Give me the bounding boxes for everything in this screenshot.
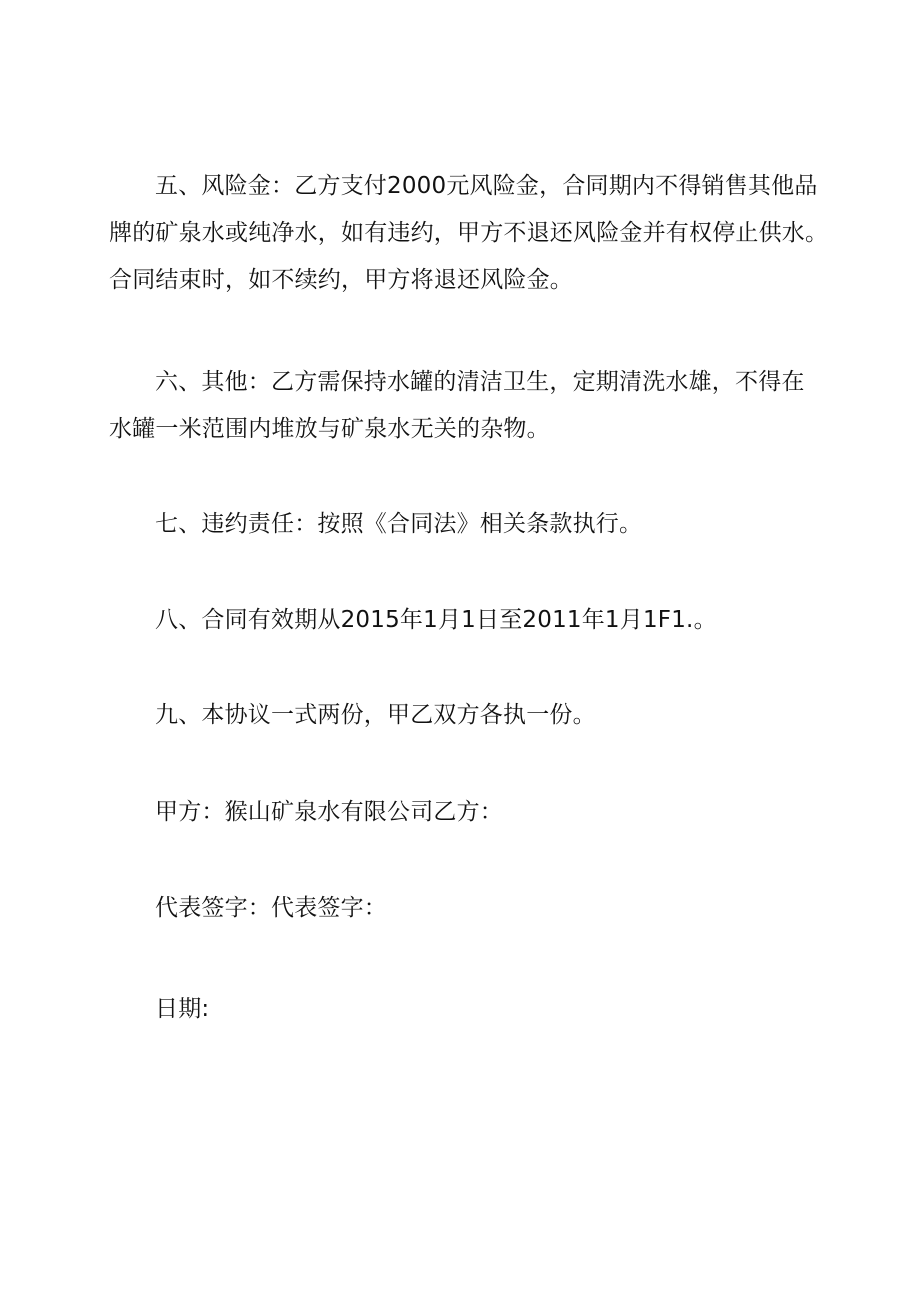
signature-representatives: 代表签字：代表签字： bbox=[155, 895, 387, 921]
clause-six-line-2: 水罐一米范围内堆放与矿泉水无关的杂物。 bbox=[109, 416, 550, 442]
signature-date: 日期: bbox=[155, 996, 210, 1022]
clause-five-line-3: 合同结束时，如不续约，甲方将退还风险金。 bbox=[109, 267, 573, 293]
clause-five bbox=[109, 163, 829, 304]
clause-eight: 八、合同有效期从2015年1月1日至2011年1月1F1.。 bbox=[155, 607, 717, 633]
clause-seven: 七、违约责任：按照《合同法》相关条款执行。 bbox=[155, 511, 643, 537]
clause-six-line-1: 六、其他：乙方需保持水罐的清洁卫生，定期清洗水雄，不得在 bbox=[155, 369, 805, 395]
clause-five-line-1: 五、风险金：乙方支付2000元风险金，合同期内不得销售其他品 bbox=[155, 173, 818, 199]
clause-six bbox=[109, 359, 809, 453]
clause-nine: 九、本协议一式两份，甲乙双方各执一份。 bbox=[155, 702, 596, 728]
clause-five-line-2: 牌的矿泉水或纯净水，如有违约，甲方不退还风险金并有权停止供水。 bbox=[109, 220, 829, 246]
signature-parties: 甲方：猴山矿泉水有限公司乙方： bbox=[155, 799, 503, 825]
